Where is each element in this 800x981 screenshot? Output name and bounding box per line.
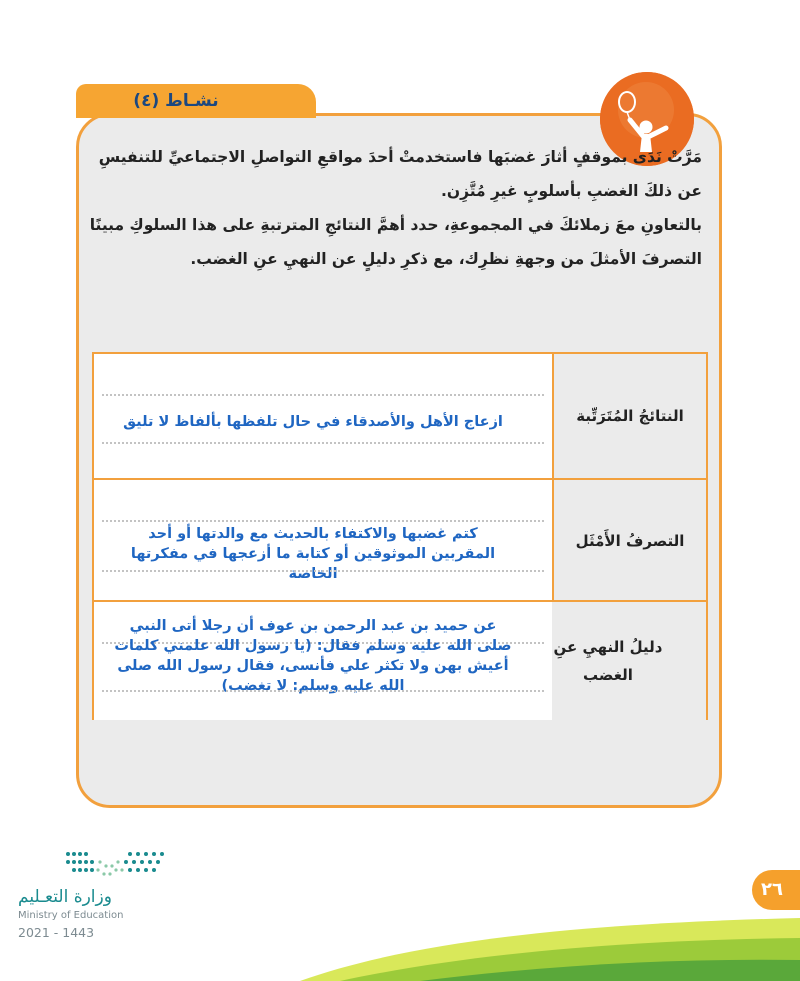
- answer-ideal-behavior: كتم غضبها والاكتفاء بالحديث مع والدتها أو أحد المقربين الموثوقين أو كتابة ما أزعجها في مفكرتها الخاصة: [130, 526, 496, 582]
- page-number: ٢٦: [752, 870, 800, 910]
- activity-instructions: [86, 140, 702, 276]
- dotted-line: [102, 570, 544, 572]
- activity-title: نشـاط (٤): [133, 91, 219, 111]
- dotted-line: [102, 394, 544, 396]
- ministry-name-arabic: وزارة التعـليم: [18, 887, 112, 907]
- intro-paragraph-2: بالتعاونِ معَ زملائكَ في المجموعةِ، حدد أهمَّ النتائجِ المترتبةِ على هذا السلوكِ مبينًا التصرفَ الأمثلَ من وجهةِ نظرِك، مع ذكرِ دليلٍ عن النهيِ عنِ الغضب.: [89, 216, 702, 268]
- row-label-ideal-behavior: التصرفُ الأَمْثَل: [552, 480, 706, 602]
- ministry-name-english: Ministry of Education: [18, 910, 124, 921]
- answer-table: [92, 352, 708, 720]
- table-row: [94, 600, 706, 720]
- table-row: [94, 478, 706, 602]
- dots-logo-icon: [60, 846, 170, 886]
- row-label-evidence: دليلُ النهيِ عنِ الغضب: [508, 602, 706, 720]
- decorative-wave-icon: [300, 918, 800, 981]
- ministry-logo-icon: [60, 846, 170, 886]
- edition-year: 2021 - 1443: [18, 925, 95, 940]
- dotted-line: [102, 442, 544, 444]
- row-label-consequences: النتائجُ المُتَرَتِّبة: [552, 354, 706, 478]
- intro-paragraph-1: مَرَّتْ نَدَى بموقفٍ أثارَ غضبَها فاستخدمتْ أحدَ مواقعِ التواصلِ الاجتماعيِّ للتنفيسِ عن ذلكَ الغضبِ بأسلوبٍ غيرِ مُتَّزِن.: [98, 148, 702, 200]
- dotted-line: [102, 520, 544, 522]
- answer-evidence: عن حميد بن عبد الرحمن بن عوف أن رجلا أتى النبي صلى الله عليه وسلم فقال: (يا رسول الله علمني كلمات أعيش بهن ولا تكثر علي فأنسى، فقال رسول الله صلى الله عليه وسلم: لا تغضب): [114, 618, 512, 694]
- dotted-line: [102, 690, 544, 692]
- answer-cell-ideal-behavior: [94, 480, 552, 602]
- answer-cell-consequences: [94, 354, 552, 478]
- table-row: [94, 354, 706, 478]
- answer-cell-evidence: [94, 602, 552, 720]
- answer-consequences: ازعاج الأهل والأصدقاء في حال تلفظها بألفاظ لا تليق: [123, 414, 503, 430]
